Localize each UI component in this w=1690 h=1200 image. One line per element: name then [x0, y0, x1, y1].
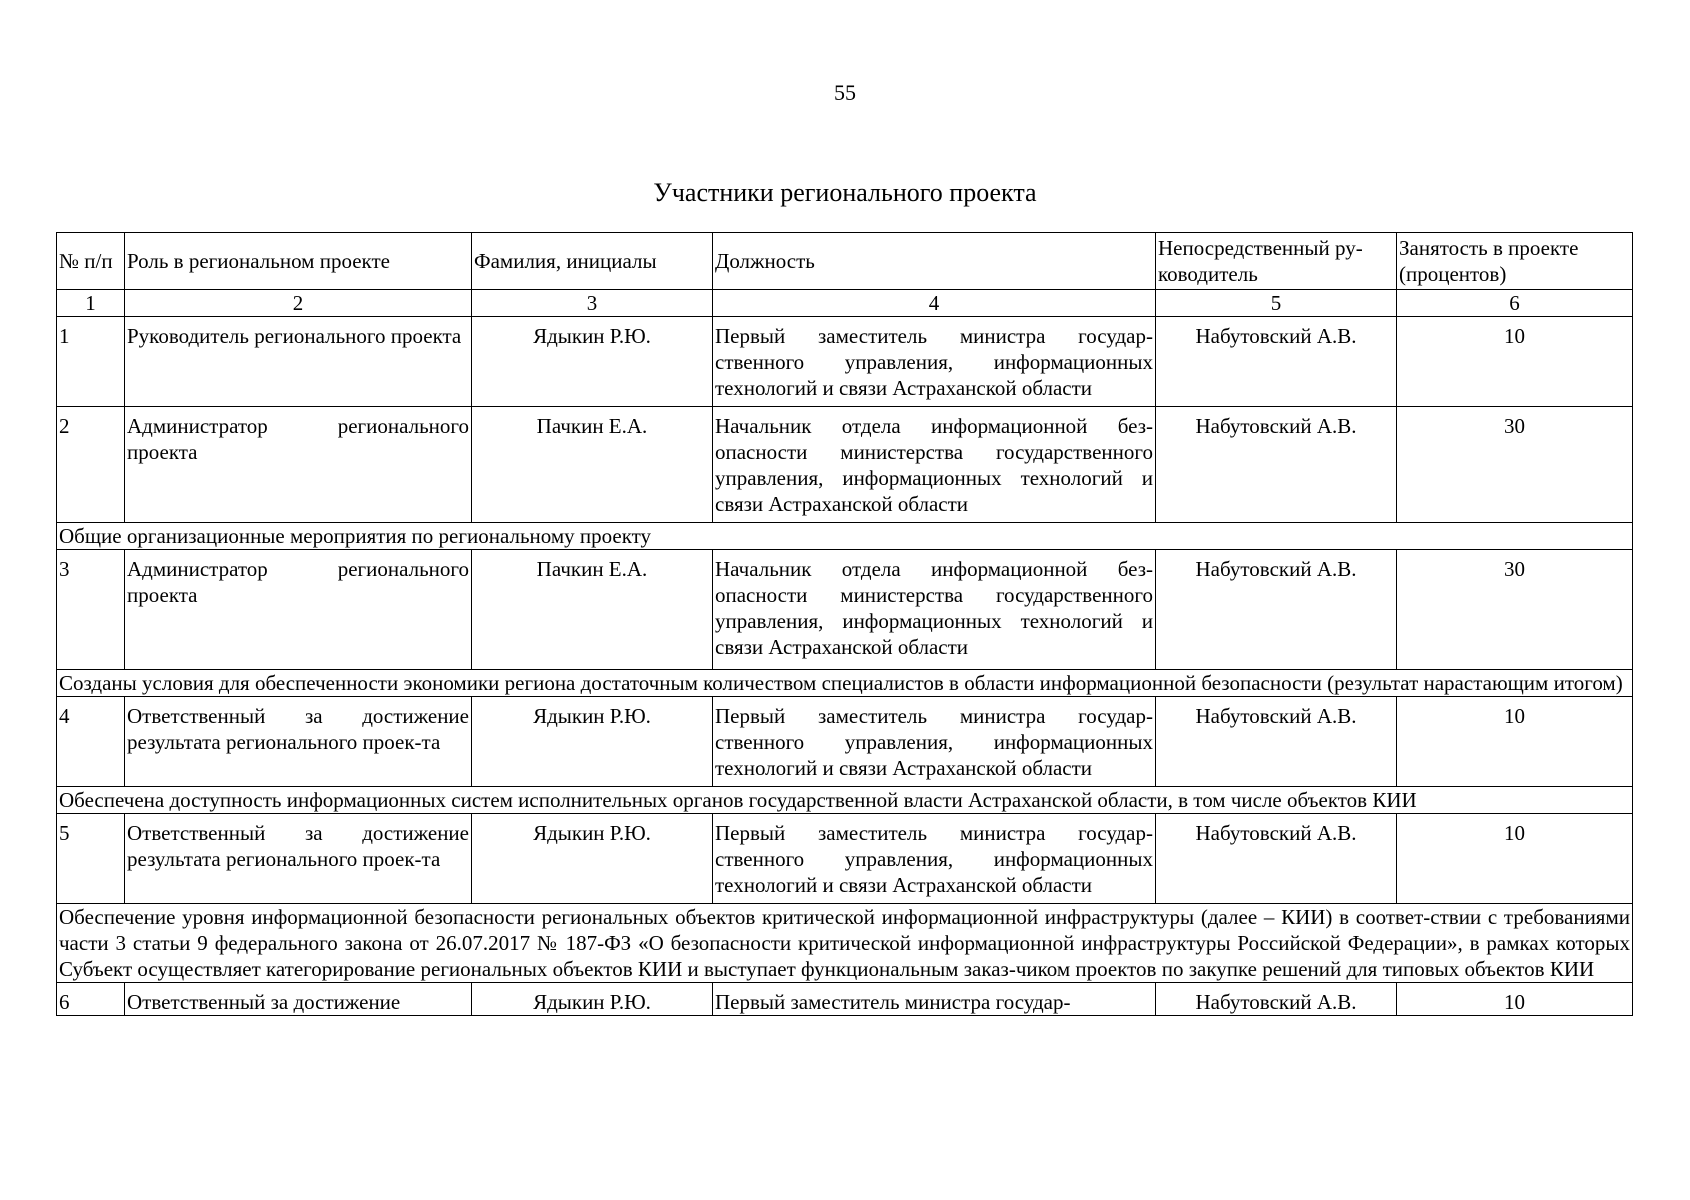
row-position: Первый заместитель министра государ-ственного управления, информационных технологий и связи Астраханской области: [713, 317, 1156, 407]
row-number: 1: [57, 317, 125, 407]
row-load: 10: [1397, 317, 1633, 407]
column-number: 2: [125, 290, 472, 317]
row-load: 10: [1397, 983, 1633, 1016]
table-row: [57, 814, 1633, 904]
row-position: Начальник отдела информационной без-опасности министерства государственного управления, информационных технологий и связи Астраханской области: [713, 407, 1156, 523]
section-heading: Общие организационные мероприятия по региональному проекту: [57, 523, 1633, 550]
column-number: 1: [57, 290, 125, 317]
section-heading: Созданы условия для обеспеченности экономики региона достаточным количеством специалистов в области информационной безопасности (результат нарастающим итогом): [57, 670, 1633, 697]
row-role: Администратор регионального проекта: [125, 407, 472, 523]
row-position: Начальник отдела информационной без-опасности министерства государственного управления, информационных технологий и связи Астраханской области: [713, 550, 1156, 670]
row-number: 2: [57, 407, 125, 523]
document-title: Участники регионального проекта: [653, 178, 1037, 207]
column-number: 5: [1156, 290, 1397, 317]
row-number: 6: [57, 983, 125, 1016]
section-row: [57, 670, 1633, 697]
row-name: Ядыкин Р.Ю.: [472, 697, 713, 787]
section-heading: Обеспечение уровня информационной безопасности региональных объектов критической информационной инфраструктуры (далее – КИИ) в соответ-ствии с требованиями части 3 статьи 9 федерального закона от 26.07.2017 № 187-ФЗ «О безопасности критической информационной инфраструктуры Российской Федерации», в рамках которых Субъект осуществляет категорирование региональных объектов КИИ и выступает функциональным заказ-чиком проектов по закупке решений для типовых объектов КИИ: [57, 904, 1633, 983]
header-cell-name: Фамилия, инициалы: [472, 233, 713, 290]
row-manager: Набутовский А.В.: [1156, 550, 1397, 670]
row-role: Ответственный за достижение: [125, 983, 472, 1016]
column-number: 3: [472, 290, 713, 317]
row-load: 10: [1397, 814, 1633, 904]
row-position: Первый заместитель министра государ-ственного управления, информационных технологий и связи Астраханской области: [713, 697, 1156, 787]
row-load: 30: [1397, 407, 1633, 523]
table-row: [57, 317, 1633, 407]
row-manager: Набутовский А.В.: [1156, 697, 1397, 787]
row-manager: Набутовский А.В.: [1156, 983, 1397, 1016]
table-row: [57, 407, 1633, 523]
column-number-row: [57, 290, 1633, 317]
header-cell-load: Занятость в проекте (процентов): [1397, 233, 1633, 290]
row-manager: Набутовский А.В.: [1156, 317, 1397, 407]
row-role: Администратор регионального проекта: [125, 550, 472, 670]
header-cell-manager: Непосредственный ру-ководитель: [1156, 233, 1397, 290]
header-cell-number: № п/п: [57, 233, 125, 290]
column-number: 6: [1397, 290, 1633, 317]
header-cell-role: Роль в региональном проекте: [125, 233, 472, 290]
row-name: Ядыкин Р.Ю.: [472, 983, 713, 1016]
section-heading: Обеспечена доступность информационных систем исполнительных органов государственной власти Астраханской области, в том числе объектов КИИ: [57, 787, 1633, 814]
row-number: 3: [57, 550, 125, 670]
page-number: 55: [834, 80, 856, 105]
header-row: [57, 233, 1633, 290]
row-load: 10: [1397, 697, 1633, 787]
row-name: Ядыкин Р.Ю.: [472, 317, 713, 407]
row-role: Ответственный за достижение результата регионального проек-та: [125, 814, 472, 904]
row-position: Первый заместитель министра государ-ственного управления, информационных технологий и связи Астраханской области: [713, 814, 1156, 904]
row-name: Ядыкин Р.Ю.: [472, 814, 713, 904]
table-row: [57, 697, 1633, 787]
section-row: [57, 523, 1633, 550]
row-name: Пачкин Е.А.: [472, 550, 713, 670]
row-role: Руководитель регионального проекта: [125, 317, 472, 407]
column-number: 4: [713, 290, 1156, 317]
row-manager: Набутовский А.В.: [1156, 814, 1397, 904]
header-cell-position: Должность: [713, 233, 1156, 290]
section-row: [57, 904, 1633, 983]
row-name: Пачкин Е.А.: [472, 407, 713, 523]
table-row: [57, 550, 1633, 670]
table-row: [57, 983, 1633, 1016]
row-load: 30: [1397, 550, 1633, 670]
section-row: [57, 787, 1633, 814]
row-position: Первый заместитель министра государ-: [713, 983, 1156, 1016]
row-manager: Набутовский А.В.: [1156, 407, 1397, 523]
row-number: 5: [57, 814, 125, 904]
participants-table: [56, 232, 1633, 1016]
row-role: Ответственный за достижение результата регионального проек-та: [125, 697, 472, 787]
row-number: 4: [57, 697, 125, 787]
